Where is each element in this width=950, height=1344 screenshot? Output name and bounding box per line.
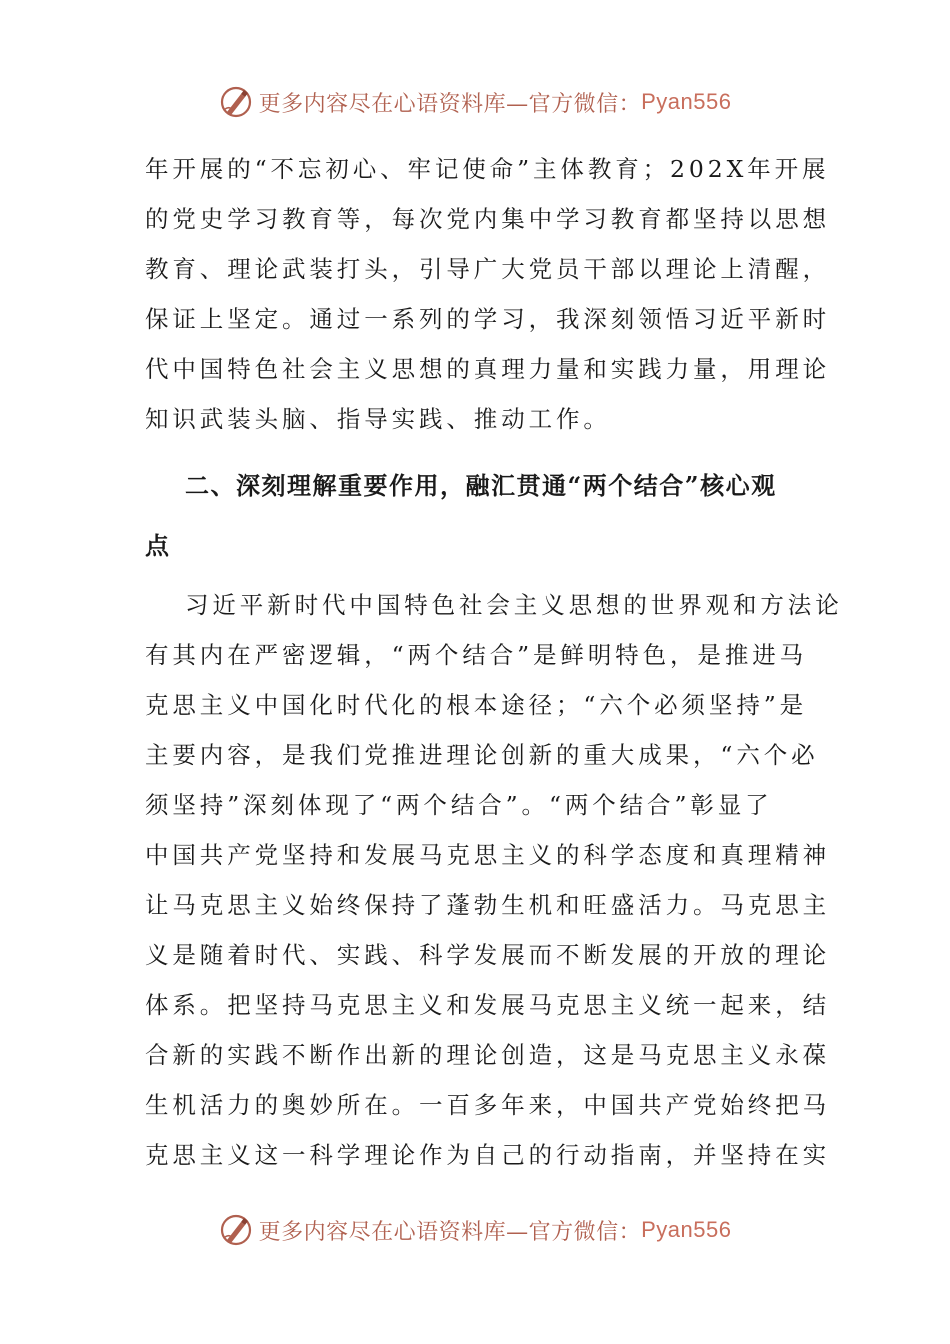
heading-line: 点 (145, 531, 171, 560)
text-line: 克思主义这一科学理论作为自己的行动指南，并坚持在实 (145, 1141, 830, 1169)
text-line: 年开展的“不忘初心、牢记使命”主体教育；202X年开展 (145, 155, 830, 183)
pen-logo-icon (219, 85, 253, 119)
text-line: 须坚持”深刻体现了“两个结合”。“两个结合”彰显了 (145, 791, 773, 819)
text-line: 习近平新时代中国特色社会主义思想的世界观和方法论 (185, 591, 843, 619)
watermark-text: 更多内容尽在心语资料库—官方微信： (258, 1219, 642, 1245)
footer-watermark (0, 1208, 950, 1252)
paragraph-2 (145, 580, 843, 1180)
text-line: 有其内在严密逻辑，“两个结合”是鲜明特色，是推进马 (145, 641, 808, 669)
document-body (145, 144, 843, 1180)
text-line: 代中国特色社会主义思想的真理力量和实践力量，用理论 (145, 355, 830, 383)
text-line: 克思主义中国化时代化的根本途径；“六个必须坚持”是 (145, 691, 808, 719)
text-line: 义是随着时代、实践、科学发展而不断发展的开放的理论 (145, 941, 830, 969)
text-line: 教育、理论武装打头，引导广大党员干部以理论上清醒， (145, 255, 830, 283)
paragraph-1 (145, 144, 830, 444)
text-line: 生机活力的奥妙所在。一百多年来，中国共产党始终把马 (145, 1091, 830, 1119)
pen-logo-icon (219, 1213, 253, 1247)
text-line: 的党史学习教育等，每次党内集中学习教育都坚持以思想 (145, 205, 830, 233)
heading-line: 二、深刻理解重要作用，融汇贯通“两个结合”核心观 (185, 471, 777, 500)
text-line: 知识武装头脑、指导实践、推动工作。 (145, 405, 611, 433)
watermark-wechat-id: Pyan556 (641, 89, 732, 114)
watermark-wechat-id: Pyan556 (641, 1217, 732, 1242)
watermark-text: 更多内容尽在心语资料库—官方微信： (258, 91, 642, 117)
text-line: 保证上坚定。通过一系列的学习，我深刻领悟习近平新时 (145, 305, 830, 333)
text-line: 中国共产党坚持和发展马克思主义的科学态度和真理精神 (145, 841, 830, 869)
section-heading (145, 456, 807, 576)
text-line: 让马克思主义始终保持了蓬勃生机和旺盛活力。马克思主 (145, 891, 830, 919)
text-line: 主要内容，是我们党推进理论创新的重大成果，“六个必 (145, 741, 819, 769)
text-line: 合新的实践不断作出新的理论创造，这是马克思主义永葆 (145, 1041, 830, 1069)
text-line: 体系。把坚持马克思主义和发展马克思主义统一起来，结 (145, 991, 830, 1019)
header-watermark (0, 80, 950, 124)
